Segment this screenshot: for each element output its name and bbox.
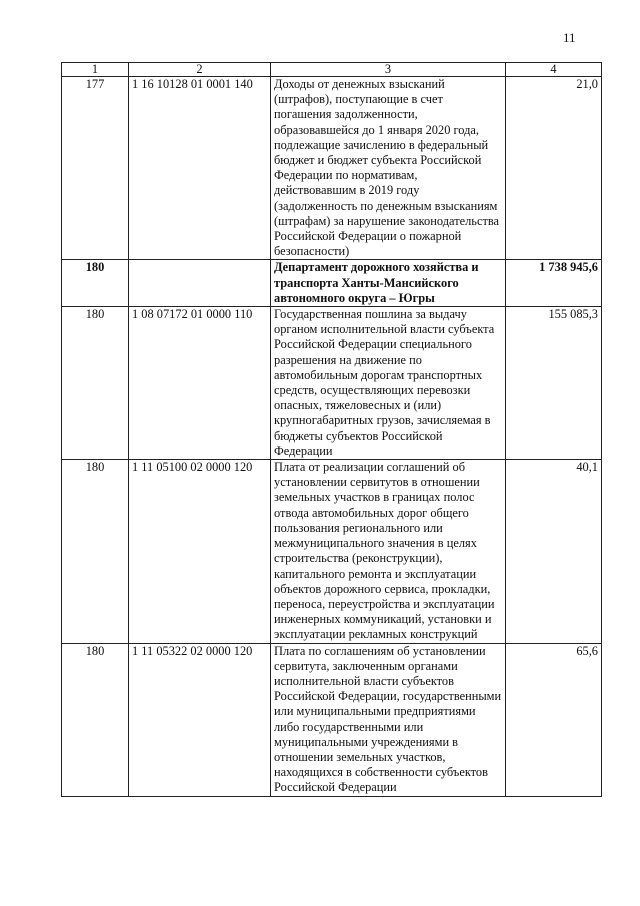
- table-row-department: [62, 260, 602, 307]
- table-row: [62, 307, 602, 460]
- budget-code-cell: 1 11 05100 02 0000 120: [129, 460, 271, 643]
- budget-code-cell: 1 11 05322 02 0000 120: [129, 643, 271, 796]
- description-cell: Плата по соглашениям об установлении сервитута, заключенным органами исполнительной власти субъектов Российской Федерации, государственными или муниципальными предприятиями либо государственными или муниципальными учреждениями в отношении земельных участков, находящихся в собственности субъектов Российской Федерации: [271, 643, 506, 796]
- admin-code-cell: 180: [62, 307, 129, 460]
- department-name-cell: Департамент дорожного хозяйства и транспорта Ханты-Мансийского автономного округа – Югры: [271, 260, 506, 307]
- header-col-1: 1: [62, 63, 129, 77]
- description-cell: Плата от реализации соглашений об установлении сервитутов в отношении земельных участков в границах полос отвода автомобильных дорог общего пользования регионального или межмуниципального значения в целях строительства (реконструкции), капитального ремонта и эксплуатации объектов дорожного сервиса, прокладки, переноса, переустройства и эксплуатации инженерных коммуникаций, установки и эксплуатации рекламных конструкций: [271, 460, 506, 643]
- header-col-2: 2: [129, 63, 271, 77]
- amount-cell: 21,0: [506, 77, 602, 260]
- revenue-table: [61, 62, 602, 797]
- amount-cell: 155 085,3: [506, 307, 602, 460]
- amount-cell: 65,6: [506, 643, 602, 796]
- budget-code-cell: 1 16 10128 01 0001 140: [129, 77, 271, 260]
- admin-code-cell: 180: [62, 260, 129, 307]
- admin-code-cell: 180: [62, 643, 129, 796]
- table-header-row: [62, 63, 602, 77]
- page-number: 11: [563, 30, 576, 45]
- budget-code-cell: 1 08 07172 01 0000 110: [129, 307, 271, 460]
- table-row: [62, 643, 602, 796]
- amount-cell: 40,1: [506, 460, 602, 643]
- budget-code-cell: [129, 260, 271, 307]
- admin-code-cell: 177: [62, 77, 129, 260]
- table-row: [62, 460, 602, 643]
- header-col-4: 4: [506, 63, 602, 77]
- description-cell: Государственная пошлина за выдачу органом исполнительной власти субъекта Российской Федерации специального разрешения на движение по автомобильным дорогам транспортных средств, осуществляющих перевозки опасных, тяжеловесных и (или) крупногабаритных грузов, зачисляемая в бюджеты субъектов Российской Федерации: [271, 307, 506, 460]
- header-col-3: 3: [271, 63, 506, 77]
- table-row: [62, 77, 602, 260]
- department-total-cell: 1 738 945,6: [506, 260, 602, 307]
- description-cell: Доходы от денежных взысканий (штрафов), поступающие в счет погашения задолженности, образовавшейся до 1 января 2020 года, подлежащие зачислению в федеральный бюджет и бюджет субъекта Российской Федерации по нормативам, действовавшим в 2019 году (задолженность по денежным взысканиям (штрафам) за нарушение законодательства Российской Федерации о пожарной безопасности): [271, 77, 506, 260]
- admin-code-cell: 180: [62, 460, 129, 643]
